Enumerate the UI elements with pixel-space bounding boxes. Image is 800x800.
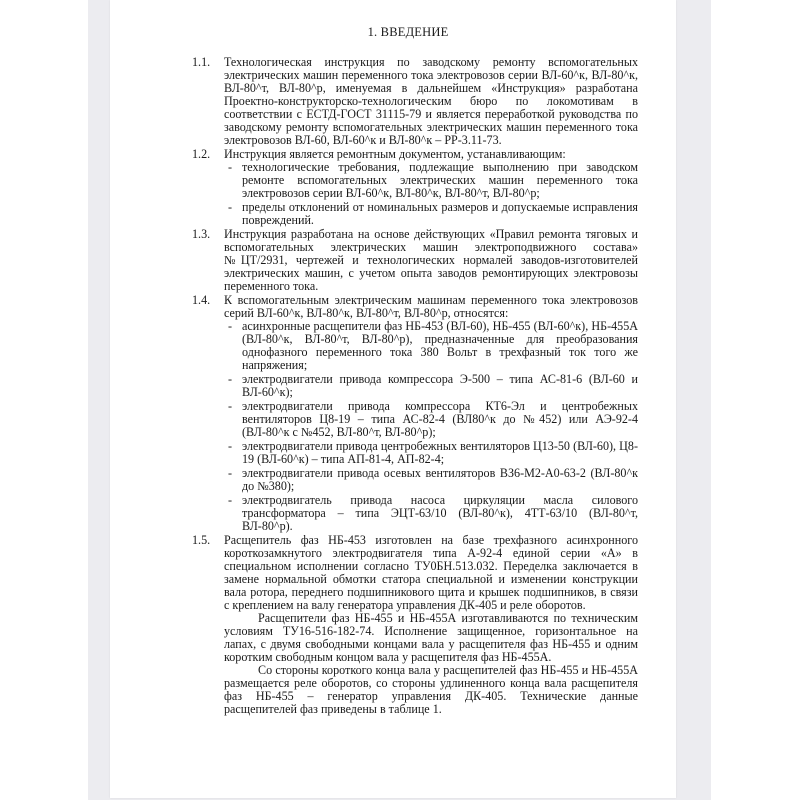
section-1-3 [192, 228, 638, 293]
bullet-dash-icon: - [228, 439, 233, 453]
bullet-text: электродвигатели привода осевых вентиляторов ВЗ6-М2-А0-63-2 (ВЛ-80^к до №380); [242, 466, 638, 493]
document-page[interactable] [110, 0, 676, 798]
section-number: 1.5. [192, 533, 211, 547]
bullet-text: асинхронные расщепители фаз НБ-453 (ВЛ-60), НБ-455 (ВЛ-60^к), НБ-455А (ВЛ-80^к, ВЛ-80^т, ВЛ-80^р), предназначенные для преобразования однофазного переменного тока 380 Вольт в трехфазный ток того же напряжения; [242, 319, 638, 372]
bullet-item [224, 467, 638, 493]
section-paragraph: К вспомогательным электрическим машинам переменного тока электровозов серий ВЛ-60^к, ВЛ-80^к, ВЛ-80^т, ВЛ-80^р, относятся: [224, 293, 638, 320]
bullet-dash-icon: - [228, 200, 233, 214]
bullet-item [224, 373, 638, 399]
page-title: 1. ВВЕДЕНИЕ [367, 25, 449, 39]
bullet-item [224, 400, 638, 439]
bullet-text: электродвигатель привода насоса циркуляции масла силового трансформатора – типа ЭЦТ-63/10 (ВЛ-80^к), 4ТТ-63/10 (ВЛ-80^т, ВЛ-80^р). [242, 493, 638, 533]
section-paragraph: Со стороны короткого конца вала у расщепителей фаз НБ-455 и НБ-455А размещается реле оборотов, со стороны удлиненного конца вала расщепителя фаз НБ-455 – генератор управления ДК-405. Технические данные расщепителей фаз приведены в таблице 1. [224, 663, 638, 716]
bullet-dash-icon: - [228, 399, 233, 413]
document-body [192, 56, 638, 716]
bullet-text: электродвигатели привода компрессора Э-500 – типа АС-81-6 (ВЛ-60 и ВЛ-60^к); [242, 372, 638, 399]
section-number: 1.2. [192, 147, 211, 161]
bullet-list [224, 320, 638, 533]
bullet-item [224, 440, 638, 466]
section-1-1 [192, 56, 638, 147]
bullet-text: электродвигатели привода центробежных вентиляторов Ц13-50 (ВЛ-60), Ц8-19 (ВЛ-60^к) – типа АП-81-4, АП-82-4; [242, 439, 638, 466]
bullet-item [224, 494, 638, 533]
bullet-list [224, 161, 638, 227]
bullet-item [224, 161, 638, 200]
section-paragraph: Расщепитель фаз НБ-453 изготовлен на базе трехфазного асинхронного короткозамкнутого электродвигателя типа А-92-4 единой серии «А» в специальном исполнении согласно ТУ0БН.513.032. Переделка заключается в замене нормальной обмотки статора специальной и изменении конструкции вала ротора, переднего подшипникового щита и крышек подшипников, в связи с креплением на валу генератора управления ДК-405 и реле оборотов. [224, 533, 638, 612]
section-1-2 [192, 148, 638, 227]
section-paragraph: Инструкция разработана на основе действующих «Правил ремонта тяговых и вспомогательных электрических машин электроподвижного состава» №ЦТ/2931, чертежей и технологических нормалей заводов-изготовителей электрических машин, с учетом опыта заводов ремонтирующих электровозы переменного тока. [224, 227, 638, 293]
section-paragraph: Технологическая инструкция по заводскому ремонту вспомогательных электрических машин переменного тока электровозов серии ВЛ-60^к, ВЛ-80^к, ВЛ-80^т, ВЛ-80^р, именуемая в дальнейшем «Инструкция» разработана Проектно-конструкторско-технологическим бюро по локомотивам в соответствии с ЕСТД-ГОСТ 31115-79 и является переработкой руководства по заводскому ремонту вспомогательных электрических машин переменного тока электровозов ВЛ-60, ВЛ-60^к и ВЛ-80^к – РР-3.11-73. [224, 55, 638, 147]
bullet-dash-icon: - [228, 160, 233, 174]
bullet-dash-icon: - [228, 319, 233, 333]
bullet-dash-icon: - [228, 466, 233, 480]
bullet-text: пределы отклонений от номинальных размеров и допускаемые исправления повреждений. [242, 200, 638, 227]
bullet-item [224, 320, 638, 372]
section-number: 1.1. [192, 55, 211, 69]
section-1-4 [192, 294, 638, 533]
section-paragraph: Инструкция является ремонтным документом, устанавливающим: [224, 147, 566, 161]
bullet-text: технологические требования, подлежащие выполнению при заводском ремонте вспомогательных электрических машин переменного тока электровозов серии ВЛ-60^к, ВЛ-80^к, ВЛ-80^т, ВЛ-80^р; [242, 160, 638, 200]
bullet-item [224, 201, 638, 227]
bullet-dash-icon: - [228, 372, 233, 386]
section-number: 1.4. [192, 293, 211, 307]
section-1-5 [192, 534, 638, 716]
bullet-dash-icon: - [228, 493, 233, 507]
section-paragraph: Расщепители фаз НБ-455 и НБ-455А изготавливаются по техническим условиям ТУ16-516-182-74. Исполнение защищенное, горизонтальное на лапах, с двумя свободными концами вала у расщепителя фаз НБ-455 и одним коротким свободным концом вала у расщепителя фаз НБ-455А. [224, 611, 638, 664]
section-number: 1.3. [192, 227, 211, 241]
bullet-text: электродвигатели привода компрессора КТ6-Эл и центробежных вентиляторов Ц8-19 – типа АС-82-4 (ВЛ80^к до №452) или АЭ-92-4 (ВЛ-80^к с №452, ВЛ-80^т, ВЛ-80^р); [242, 399, 638, 439]
